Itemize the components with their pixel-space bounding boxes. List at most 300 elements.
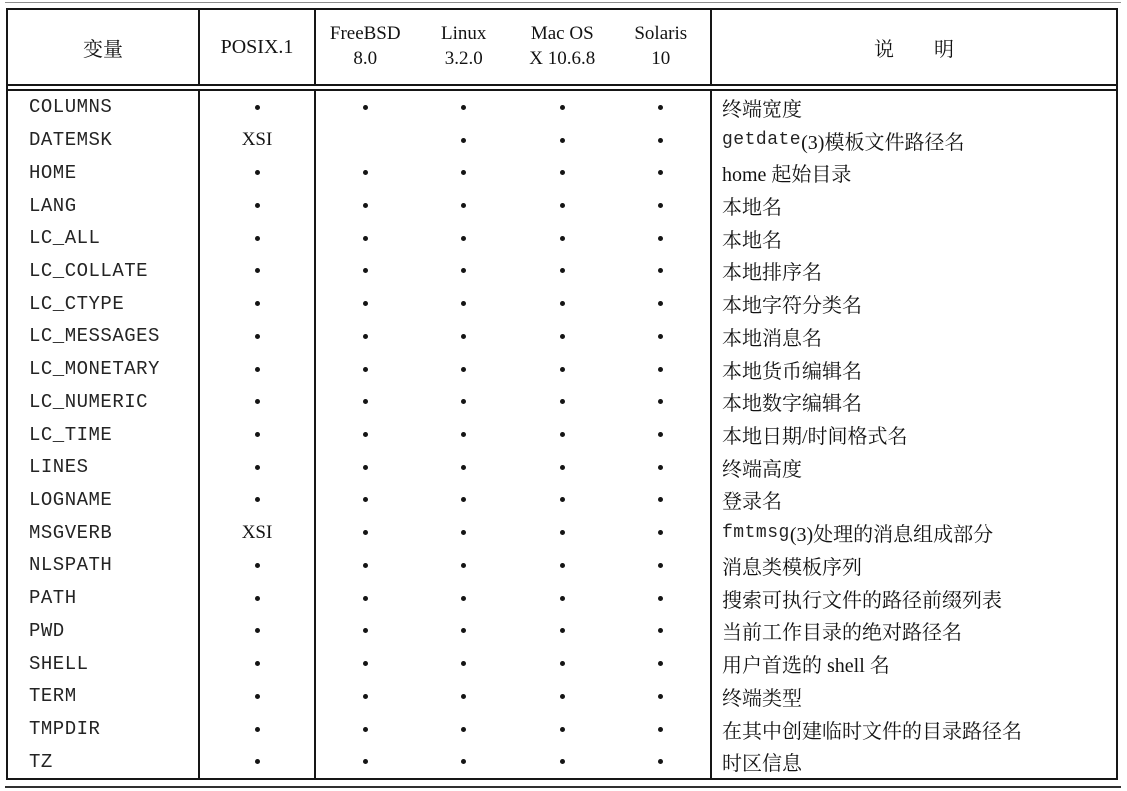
support-solaris bbox=[612, 385, 711, 418]
support-dot bbox=[461, 694, 466, 699]
support-dot bbox=[560, 563, 565, 568]
header-os-solaris bbox=[612, 10, 711, 84]
support-mac-os bbox=[513, 385, 612, 418]
support-linux bbox=[415, 353, 514, 386]
support-freebsd bbox=[316, 156, 415, 189]
support-solaris bbox=[612, 418, 711, 451]
support-mac-os bbox=[513, 713, 612, 746]
support-dot bbox=[560, 138, 565, 143]
support-freebsd bbox=[316, 549, 415, 582]
support-dot bbox=[461, 203, 466, 208]
os-support-cell bbox=[316, 745, 712, 778]
variable-cell bbox=[8, 124, 200, 157]
table-row bbox=[8, 647, 1116, 680]
os-support-cell bbox=[316, 549, 712, 582]
support-linux bbox=[415, 516, 514, 549]
variable-name: LC_TIME bbox=[29, 423, 113, 446]
support-dot bbox=[255, 236, 260, 241]
description-text: 本地数字编辑名 bbox=[722, 393, 862, 416]
variable-cell bbox=[8, 320, 200, 353]
support-dot bbox=[255, 203, 260, 208]
support-solaris bbox=[612, 582, 711, 615]
table-row bbox=[8, 484, 1116, 517]
posix-cell bbox=[200, 91, 316, 124]
support-dot bbox=[461, 105, 466, 110]
variable-name: TMPDIR bbox=[29, 718, 101, 741]
table-row bbox=[8, 287, 1116, 320]
support-linux bbox=[415, 156, 514, 189]
posix-cell bbox=[200, 255, 316, 288]
row-description bbox=[712, 353, 1116, 386]
row-description bbox=[712, 418, 1116, 451]
variable-cell bbox=[8, 418, 200, 451]
description-text: 本地名 bbox=[722, 229, 782, 252]
posix-cell bbox=[200, 745, 316, 778]
support-solaris bbox=[612, 91, 711, 124]
support-mac-os bbox=[513, 549, 612, 582]
table-row bbox=[8, 713, 1116, 746]
support-dot bbox=[461, 727, 466, 732]
variable-name: MSGVERB bbox=[29, 521, 113, 544]
support-dot bbox=[560, 759, 565, 764]
support-dot bbox=[255, 759, 260, 764]
table-row bbox=[8, 222, 1116, 255]
description-text: home 起始目录 bbox=[722, 164, 852, 187]
support-dot bbox=[560, 105, 565, 110]
support-dot bbox=[255, 661, 260, 666]
header-os-linux bbox=[415, 10, 514, 84]
support-dot bbox=[560, 367, 565, 372]
support-solaris bbox=[612, 647, 711, 680]
description-text: 用户首选的 shell 名 bbox=[722, 655, 890, 678]
support-freebsd bbox=[316, 287, 415, 320]
support-linux bbox=[415, 222, 514, 255]
support-solaris bbox=[612, 287, 711, 320]
table-header-row bbox=[8, 10, 1116, 84]
support-mac-os bbox=[513, 745, 612, 778]
support-dot bbox=[560, 268, 565, 273]
variable-name: LINES bbox=[29, 456, 89, 479]
support-mac-os bbox=[513, 255, 612, 288]
variable-name: LANG bbox=[29, 194, 77, 217]
support-dot bbox=[658, 661, 663, 666]
support-dot bbox=[461, 628, 466, 633]
posix-cell bbox=[200, 484, 316, 517]
row-description bbox=[712, 451, 1116, 484]
variable-cell bbox=[8, 451, 200, 484]
os-version: 10 bbox=[651, 48, 671, 69]
variable-cell bbox=[8, 255, 200, 288]
support-dot bbox=[255, 694, 260, 699]
row-description bbox=[712, 516, 1116, 549]
os-version: X 10.6.8 bbox=[529, 48, 596, 69]
posix-cell bbox=[200, 418, 316, 451]
row-description bbox=[712, 484, 1116, 517]
support-dot bbox=[560, 203, 565, 208]
support-linux bbox=[415, 91, 514, 124]
support-solaris bbox=[612, 124, 711, 157]
table-row bbox=[8, 156, 1116, 189]
support-dot bbox=[461, 236, 466, 241]
support-dot bbox=[560, 497, 565, 502]
table-row bbox=[8, 353, 1116, 386]
support-dot bbox=[658, 432, 663, 437]
support-dot bbox=[658, 694, 663, 699]
description-code-text: getdate bbox=[722, 130, 802, 151]
support-dot bbox=[363, 563, 368, 568]
variable-cell bbox=[8, 582, 200, 615]
description-text: 本地字符分类名 bbox=[722, 295, 862, 318]
os-support-cell bbox=[316, 353, 712, 386]
support-solaris bbox=[612, 451, 711, 484]
support-solaris bbox=[612, 222, 711, 255]
support-dot bbox=[658, 497, 663, 502]
support-linux bbox=[415, 484, 514, 517]
row-description bbox=[712, 287, 1116, 320]
row-description bbox=[712, 647, 1116, 680]
support-dot bbox=[363, 367, 368, 372]
support-solaris bbox=[612, 745, 711, 778]
support-dot bbox=[461, 530, 466, 535]
row-description bbox=[712, 91, 1116, 124]
variable-name: PATH bbox=[29, 587, 77, 610]
support-dot bbox=[658, 138, 663, 143]
support-dot bbox=[363, 727, 368, 732]
support-dot bbox=[560, 661, 565, 666]
row-description bbox=[712, 222, 1116, 255]
table-row bbox=[8, 680, 1116, 713]
support-linux bbox=[415, 549, 514, 582]
support-mac-os bbox=[513, 222, 612, 255]
variable-name: LC_COLLATE bbox=[29, 259, 149, 282]
variable-cell bbox=[8, 549, 200, 582]
row-description bbox=[712, 680, 1116, 713]
support-dot bbox=[363, 170, 368, 175]
support-dot bbox=[658, 236, 663, 241]
support-dot bbox=[560, 530, 565, 535]
support-dot bbox=[658, 530, 663, 535]
variable-name: COLUMNS bbox=[29, 96, 113, 119]
variable-cell bbox=[8, 91, 200, 124]
support-mac-os bbox=[513, 189, 612, 222]
support-dot bbox=[255, 563, 260, 568]
support-dot bbox=[255, 596, 260, 601]
description-text: 时区信息 bbox=[722, 753, 802, 776]
variable-cell bbox=[8, 484, 200, 517]
support-linux bbox=[415, 255, 514, 288]
support-mac-os bbox=[513, 680, 612, 713]
description-text: (3)处理的消息组成部分 bbox=[789, 524, 994, 547]
support-linux bbox=[415, 418, 514, 451]
variable-cell bbox=[8, 385, 200, 418]
description-text: 终端高度 bbox=[722, 458, 802, 481]
support-dot bbox=[363, 596, 368, 601]
description-code-text: fmtmsg bbox=[722, 522, 790, 543]
support-dot bbox=[461, 497, 466, 502]
support-mac-os bbox=[513, 91, 612, 124]
posix-cell bbox=[200, 451, 316, 484]
table-row bbox=[8, 418, 1116, 451]
support-dot bbox=[658, 628, 663, 633]
table-row bbox=[8, 189, 1116, 222]
row-description bbox=[712, 124, 1116, 157]
support-dot bbox=[255, 105, 260, 110]
support-linux bbox=[415, 385, 514, 418]
description-text: 本地货币编辑名 bbox=[722, 360, 862, 383]
description-text: 当前工作目录的绝对路径名 bbox=[722, 622, 962, 645]
support-linux bbox=[415, 582, 514, 615]
variable-cell bbox=[8, 156, 200, 189]
os-support-cell bbox=[316, 156, 712, 189]
table-row bbox=[8, 516, 1116, 549]
posix-cell bbox=[200, 353, 316, 386]
support-dot bbox=[363, 759, 368, 764]
table-row bbox=[8, 745, 1116, 778]
support-dot bbox=[658, 759, 663, 764]
variable-name: TERM bbox=[29, 685, 77, 708]
support-dot bbox=[658, 334, 663, 339]
table-row bbox=[8, 91, 1116, 124]
support-dot bbox=[363, 334, 368, 339]
variable-name: LC_ALL bbox=[29, 227, 101, 250]
posix-xsi-label: XSI bbox=[241, 521, 273, 543]
support-dot bbox=[363, 530, 368, 535]
support-freebsd bbox=[316, 418, 415, 451]
row-description bbox=[712, 255, 1116, 288]
table-row bbox=[8, 582, 1116, 615]
os-support-cell bbox=[316, 713, 712, 746]
variable-cell bbox=[8, 353, 200, 386]
support-dot bbox=[363, 268, 368, 273]
row-description bbox=[712, 582, 1116, 615]
variable-cell bbox=[8, 615, 200, 648]
variable-cell bbox=[8, 222, 200, 255]
variable-name: LOGNAME bbox=[29, 488, 113, 511]
row-description bbox=[712, 385, 1116, 418]
os-support-cell bbox=[316, 418, 712, 451]
description-text: 终端宽度 bbox=[722, 98, 802, 121]
header-variable: 变量 bbox=[8, 10, 200, 84]
os-name: Linux bbox=[441, 23, 487, 45]
posix-cell bbox=[200, 680, 316, 713]
support-dot bbox=[461, 465, 466, 470]
support-dot bbox=[363, 432, 368, 437]
support-dot bbox=[255, 432, 260, 437]
support-mac-os bbox=[513, 418, 612, 451]
support-dot bbox=[560, 236, 565, 241]
support-dot bbox=[363, 497, 368, 502]
support-linux bbox=[415, 615, 514, 648]
support-linux bbox=[415, 320, 514, 353]
variable-cell bbox=[8, 189, 200, 222]
support-dot bbox=[560, 170, 565, 175]
support-solaris bbox=[612, 255, 711, 288]
header-description: 说 明 bbox=[874, 38, 954, 61]
posix-xsi-label: XSI bbox=[241, 129, 273, 151]
support-linux bbox=[415, 713, 514, 746]
variable-name: HOME bbox=[29, 161, 77, 184]
support-solaris bbox=[612, 156, 711, 189]
support-mac-os bbox=[513, 516, 612, 549]
support-dot bbox=[363, 661, 368, 666]
os-version: 8.0 bbox=[353, 48, 378, 69]
posix-cell bbox=[200, 516, 316, 549]
os-name: Solaris bbox=[634, 23, 688, 45]
table-row bbox=[8, 255, 1116, 288]
posix-cell bbox=[200, 647, 316, 680]
table-row bbox=[8, 549, 1116, 582]
description-text: 终端类型 bbox=[722, 687, 802, 710]
support-dot bbox=[658, 203, 663, 208]
description-text: 本地名 bbox=[722, 197, 782, 220]
row-description bbox=[712, 713, 1116, 746]
os-name: Mac OS bbox=[530, 23, 594, 45]
posix-cell bbox=[200, 549, 316, 582]
support-linux bbox=[415, 647, 514, 680]
support-dot bbox=[255, 465, 260, 470]
support-dot bbox=[658, 301, 663, 306]
description-text: 在其中创建临时文件的目录路径名 bbox=[722, 720, 1022, 743]
variable-cell bbox=[8, 680, 200, 713]
support-mac-os bbox=[513, 156, 612, 189]
support-freebsd bbox=[316, 189, 415, 222]
description-text: 本地消息名 bbox=[722, 327, 822, 350]
support-dot bbox=[658, 727, 663, 732]
os-support-cell bbox=[316, 91, 712, 124]
row-description bbox=[712, 189, 1116, 222]
support-dot bbox=[461, 596, 466, 601]
support-mac-os bbox=[513, 353, 612, 386]
row-description bbox=[712, 156, 1116, 189]
support-mac-os bbox=[513, 320, 612, 353]
posix-cell bbox=[200, 189, 316, 222]
os-support-cell bbox=[316, 484, 712, 517]
os-support-cell bbox=[316, 189, 712, 222]
support-dot bbox=[658, 399, 663, 404]
support-dot bbox=[560, 694, 565, 699]
support-linux bbox=[415, 287, 514, 320]
support-freebsd bbox=[316, 615, 415, 648]
support-linux bbox=[415, 124, 514, 157]
support-linux bbox=[415, 745, 514, 778]
description-text: 登录名 bbox=[722, 491, 782, 514]
variable-name: NLSPATH bbox=[29, 554, 113, 577]
support-freebsd bbox=[316, 91, 415, 124]
posix-cell bbox=[200, 615, 316, 648]
support-dot bbox=[255, 301, 260, 306]
variable-name: DATEMSK bbox=[29, 129, 113, 152]
header-os-group bbox=[316, 10, 712, 84]
table-row bbox=[8, 385, 1116, 418]
support-freebsd bbox=[316, 582, 415, 615]
support-dot bbox=[461, 138, 466, 143]
support-freebsd bbox=[316, 451, 415, 484]
support-dot bbox=[560, 628, 565, 633]
support-linux bbox=[415, 451, 514, 484]
posix-cell bbox=[200, 582, 316, 615]
support-freebsd bbox=[316, 320, 415, 353]
support-linux bbox=[415, 189, 514, 222]
support-dot bbox=[255, 628, 260, 633]
support-freebsd bbox=[316, 647, 415, 680]
support-mac-os bbox=[513, 615, 612, 648]
support-dot bbox=[560, 399, 565, 404]
table-row bbox=[8, 320, 1116, 353]
support-dot bbox=[255, 334, 260, 339]
variable-cell bbox=[8, 647, 200, 680]
support-mac-os bbox=[513, 287, 612, 320]
variable-cell bbox=[8, 287, 200, 320]
support-freebsd bbox=[316, 680, 415, 713]
os-support-cell bbox=[316, 516, 712, 549]
support-freebsd bbox=[316, 484, 415, 517]
support-dot bbox=[363, 105, 368, 110]
support-dot bbox=[461, 661, 466, 666]
support-dot bbox=[255, 367, 260, 372]
support-freebsd bbox=[316, 516, 415, 549]
support-dot bbox=[658, 563, 663, 568]
support-dot bbox=[363, 628, 368, 633]
variable-cell bbox=[8, 713, 200, 746]
table-row bbox=[8, 615, 1116, 648]
support-dot bbox=[255, 170, 260, 175]
support-freebsd bbox=[316, 385, 415, 418]
os-support-cell bbox=[316, 287, 712, 320]
header-divider bbox=[8, 84, 1116, 91]
support-dot bbox=[461, 399, 466, 404]
description-text: (3)模板文件路径名 bbox=[801, 131, 965, 154]
support-mac-os bbox=[513, 124, 612, 157]
posix-cell bbox=[200, 156, 316, 189]
support-solaris bbox=[612, 189, 711, 222]
os-support-cell bbox=[316, 582, 712, 615]
support-dot bbox=[363, 694, 368, 699]
support-dot bbox=[363, 399, 368, 404]
outer-rule-bottom bbox=[5, 786, 1121, 788]
variable-name: LC_MESSAGES bbox=[29, 325, 160, 348]
support-dot bbox=[461, 759, 466, 764]
posix-cell bbox=[200, 287, 316, 320]
support-dot bbox=[658, 596, 663, 601]
support-dot bbox=[560, 727, 565, 732]
variable-cell bbox=[8, 516, 200, 549]
variable-name: LC_CTYPE bbox=[29, 292, 125, 315]
support-mac-os bbox=[513, 451, 612, 484]
support-solaris bbox=[612, 713, 711, 746]
table-row bbox=[8, 451, 1116, 484]
support-solaris bbox=[612, 680, 711, 713]
support-dot bbox=[560, 432, 565, 437]
support-freebsd bbox=[316, 124, 415, 157]
support-dot bbox=[363, 203, 368, 208]
posix-cell bbox=[200, 124, 316, 157]
support-dot bbox=[461, 432, 466, 437]
support-dot bbox=[461, 301, 466, 306]
description-text: 本地排序名 bbox=[722, 262, 822, 285]
support-dot bbox=[658, 170, 663, 175]
support-dot bbox=[658, 105, 663, 110]
variable-name: PWD bbox=[29, 619, 65, 642]
support-dot bbox=[560, 465, 565, 470]
posix-cell bbox=[200, 222, 316, 255]
support-dot bbox=[461, 563, 466, 568]
os-name: FreeBSD bbox=[329, 23, 401, 45]
support-mac-os bbox=[513, 484, 612, 517]
support-freebsd bbox=[316, 713, 415, 746]
variable-name: SHELL bbox=[29, 652, 89, 675]
posix-cell bbox=[200, 713, 316, 746]
os-support-cell bbox=[316, 647, 712, 680]
